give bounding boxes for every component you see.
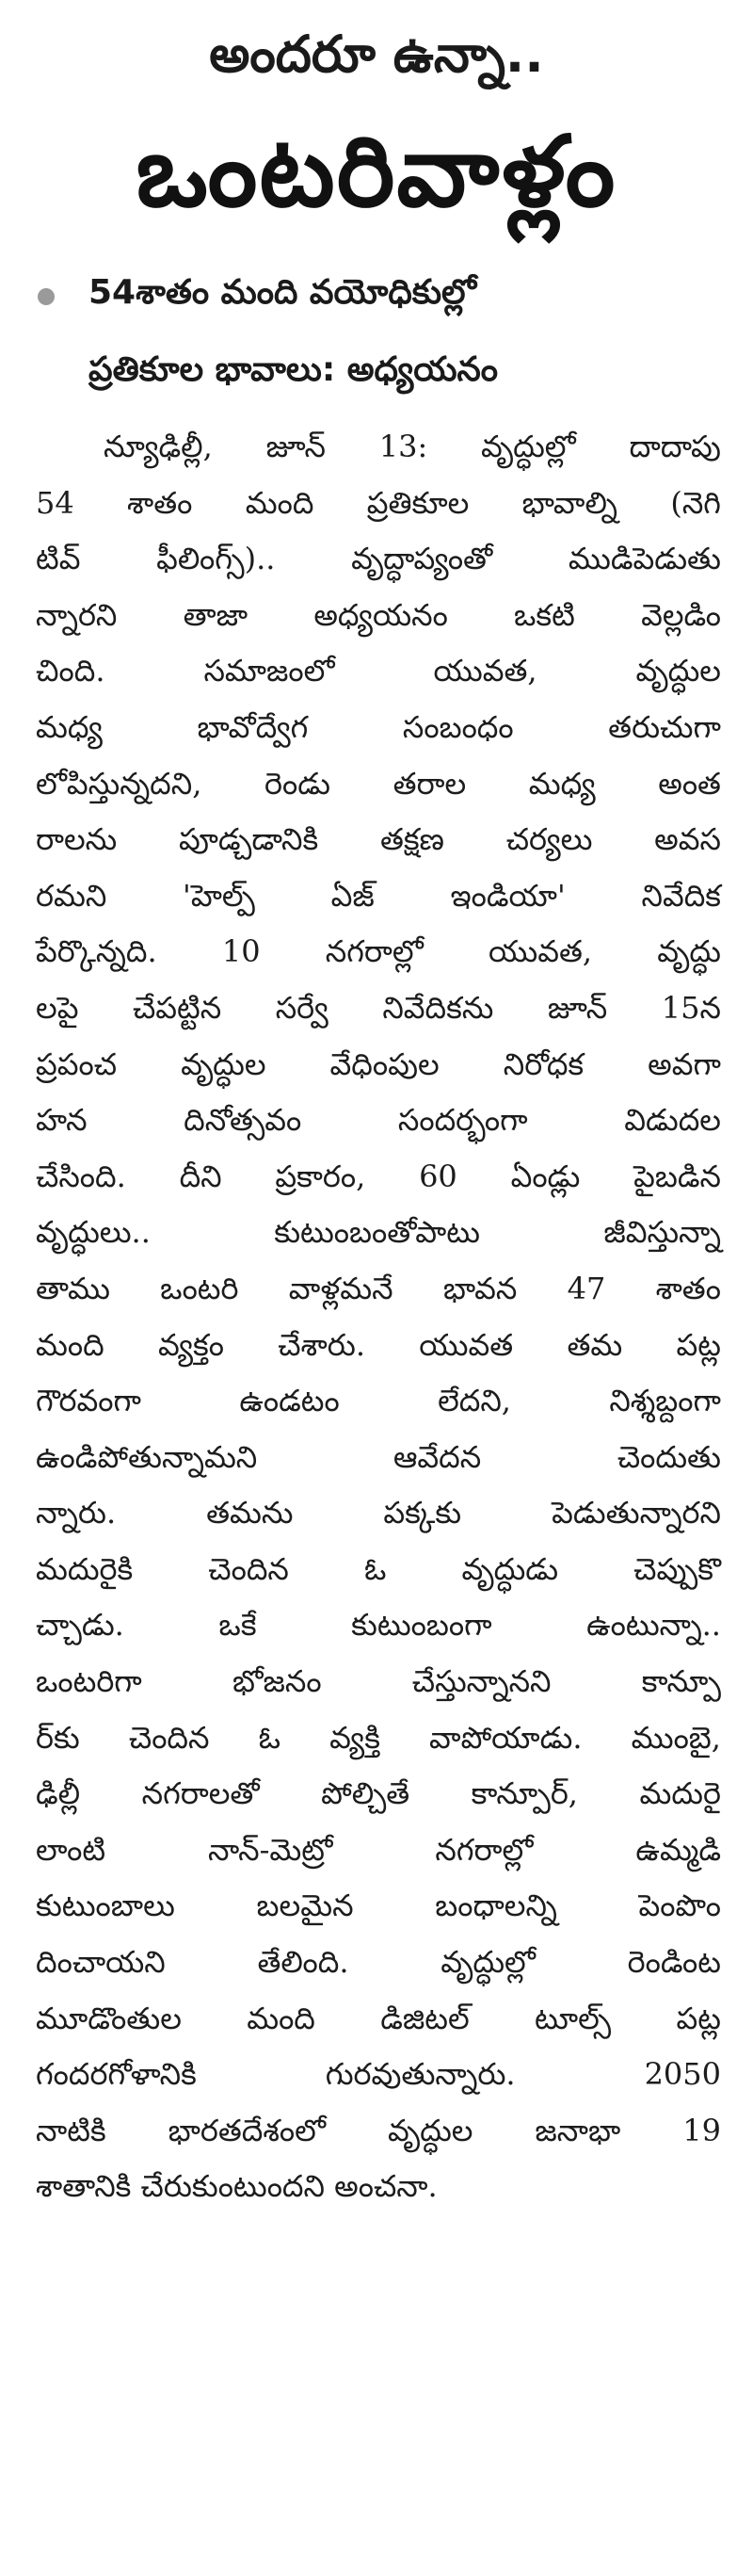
article-line-text: మదురైకి చెందిన ఓ వృద్ధుడు చెప్పుకొ <box>36 1550 721 1587</box>
article-line <box>36 2047 721 2103</box>
article-line-text: వృద్ధులు.. కుటుంబంతోపాటు జీవిస్తున్నా <box>36 1214 721 1251</box>
article-line-text: గౌరవంగా ఉండటం లేదని, నిశ్శబ్దంగా <box>36 1383 721 1419</box>
article-line <box>36 980 721 1037</box>
article-line <box>36 812 721 868</box>
article-line <box>36 1710 721 1767</box>
article-line-text: మధ్య భావోద్వేగ సంబంధం తరుచుగా <box>36 708 721 745</box>
kicker-text: అందరూ ఉన్నా.. <box>209 24 544 84</box>
article-line-text: కుటుంబాలు బలమైన బంధాలన్ని పెంపొం <box>36 1887 721 1924</box>
article-line <box>36 1542 721 1598</box>
article-line-text: చ్చాడు. ఒకే కుటుంబంగా ఉంటున్నా.. <box>36 1607 721 1644</box>
article-line-text: న్నారు. తమను పక్కకు పెడుతున్నారని <box>36 1495 721 1531</box>
article-line <box>36 643 721 700</box>
article-line-text: ప్రపంచ వృద్ధుల వేధింపుల నిరోధక అవగా <box>36 1045 721 1082</box>
article-line-text: ఉండిపోతున్నామని ఆవేదన చెందుతు <box>36 1438 721 1475</box>
article-line-text: మూడొంతుల మంది డిజిటల్ టూల్స్ పట్ల <box>36 2000 721 2036</box>
subheadline-text-1: 54శాతం మంది వయోధికుల్లో <box>88 273 477 312</box>
article-line-text: రాలను పూడ్చడానికి తక్షణ చర్యలు అవస <box>36 821 721 858</box>
article-line <box>36 1261 721 1318</box>
article-line <box>36 1205 721 1261</box>
article-line-text: తాము ఒంటరి వాళ్లమనే భావన 47 శాతం <box>36 1270 721 1306</box>
article-line <box>36 868 721 925</box>
article-line <box>36 588 721 644</box>
article-line <box>36 1823 721 1879</box>
article-line-text: చేసింది. దీని ప్రకారం, 60 ఏండ్లు పైబడిన <box>36 1158 721 1194</box>
article-line <box>36 2159 721 2215</box>
article-line <box>36 1878 721 1935</box>
article-line-text: మంది వ్యక్తం చేశారు. యువత తమ పట్ల <box>36 1326 721 1363</box>
article-line <box>36 1935 721 1991</box>
article-line <box>36 1430 721 1486</box>
article-line-text: గందరగోళానికి గురవుతున్నారు. 2050 <box>36 2056 721 2093</box>
article-line <box>36 756 721 813</box>
article-line-text: న్నారని తాజా అధ్యయనం ఒకటి వెల్లడిం <box>36 596 721 633</box>
article-line-text: చింది. సమాజంలో యువత, వృద్ధుల <box>36 653 721 689</box>
article-line-text: ర్‌కు చెందిన ఓ వ్యక్తి వాపోయాడు. ముంబై, <box>36 1719 721 1756</box>
article-line <box>36 531 721 588</box>
article-line <box>36 1318 721 1374</box>
article-line-text: లాంటి నాన్-మెట్రో నగరాల్లో ఉమ్మడి <box>36 1831 721 1868</box>
article-line <box>36 1093 721 1149</box>
article-line <box>36 2103 721 2160</box>
article-body <box>36 419 721 2215</box>
article-line-text: హన దినోత్సవం సందర్భంగా విడుదల <box>36 1102 721 1139</box>
article-line-text: ఢిల్లీ నగరాలతో పోల్చితే కాన్పూర్, మదురై <box>36 1775 721 1812</box>
article-line <box>36 1654 721 1710</box>
article-line <box>36 476 721 532</box>
subheadline <box>38 268 734 423</box>
article-line <box>36 924 721 980</box>
article-line-text: నాటికి భారతదేశంలో వృద్ధుల జనాభా 19 <box>36 2112 721 2148</box>
subheadline-text-2: ప్రతికూల భావాలు: అధ్యయనం <box>88 350 499 389</box>
bullet-icon <box>38 288 55 305</box>
subheadline-line-2 <box>38 346 734 402</box>
article-line <box>36 1037 721 1094</box>
article-line <box>36 1597 721 1654</box>
article-line <box>36 700 721 756</box>
article-line <box>36 1991 721 2048</box>
article-line-text: శాతానికి చేరుకుంటుందని అంచనా. <box>36 2168 438 2205</box>
subheadline-line-1 <box>38 268 734 325</box>
article-line <box>36 1485 721 1542</box>
article-line <box>36 419 721 476</box>
article-line-text: పేర్కొన్నది. 10 నగరాల్లో యువత, వృద్ధు <box>36 933 721 970</box>
article-line-text: లపై చేపట్టిన సర్వే నివేదికను జూన్ 15న <box>36 989 721 1026</box>
article-line-text: దించాయని తేలింది. వృద్ధుల్లో రెండింట <box>36 1944 721 1981</box>
article-line-text: 54 శాతం మంది ప్రతికూల భావాల్ని (నెగి <box>36 484 721 521</box>
article-line <box>36 1149 721 1206</box>
article-line-text: టివ్ ఫీలింగ్స్).. వృద్ధాప్యంతో ముడిపెడుతు <box>36 541 721 577</box>
article-line-text: ఒంటరిగా భోజనం చేస్తున్నానని కాన్పూ <box>36 1663 721 1700</box>
article-line <box>36 1766 721 1823</box>
article-line-text: న్యూఢిల్లీ, జూన్ 13: వృద్ధుల్లో దాదాపు <box>104 429 721 464</box>
article-line-text: రమని 'హెల్ప్ ఏజ్ ఇండియా' నివేదిక <box>36 877 721 914</box>
headline: ఒంటరివాళ్లం <box>136 114 617 229</box>
article-line <box>36 1373 721 1430</box>
article-line-text: లోపిస్తున్నదని, రెండు తరాల మధ్య అంత <box>36 765 721 802</box>
